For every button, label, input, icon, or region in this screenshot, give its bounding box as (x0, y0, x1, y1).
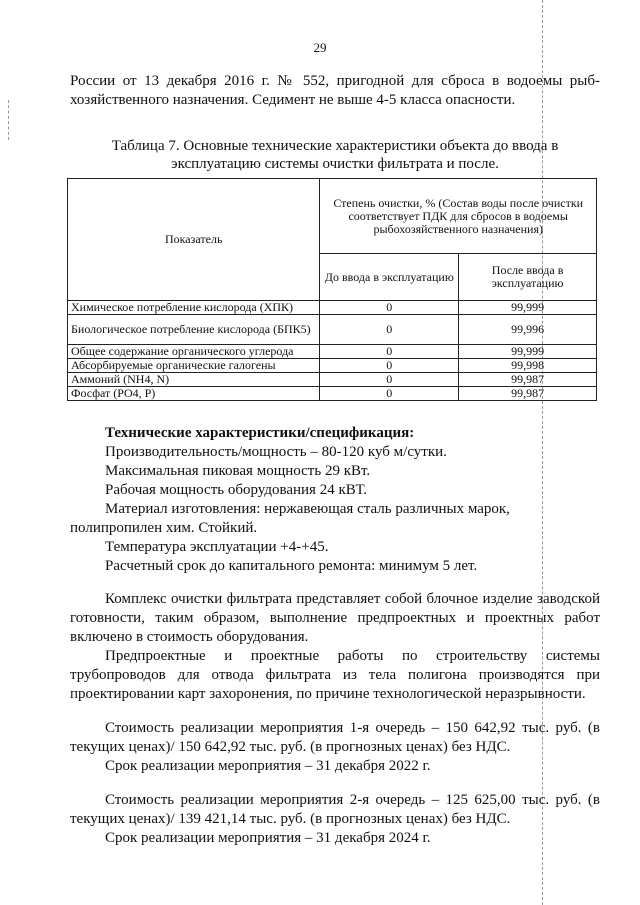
row-after: 99,999 (459, 345, 597, 359)
row-after: 99,996 (459, 315, 597, 345)
spec-overhaul: Расчетный срок до капитального ремонта: минимум 5 лет. (105, 558, 478, 574)
header-indicator: Показатель (68, 179, 320, 301)
table-row (68, 315, 597, 345)
page-number: 29 (313, 40, 327, 55)
header-after: После ввода в эксплуатацию (459, 254, 597, 301)
table-row (68, 387, 597, 401)
complex-p2-line-1: Предпроектные и проектные работы по строительству системы (105, 648, 600, 664)
intro-line-2: хозяйственного назначения. Седимент не выше 4-5 класса опасности. (70, 92, 516, 108)
scan-edge-line (8, 100, 9, 140)
table-caption-line-1: Таблица 7. Основные технические характеристики объекта до ввода в (111, 138, 559, 154)
row-after: 99,999 (459, 301, 597, 315)
stage1-deadline: Срок реализации мероприятия – 31 декабря 2022 г. (105, 758, 431, 774)
header-purification-degree: Степень очистки, % (Состав воды после очистки соответствует ПДК для сбросов в водоемы рыбохозяйственного назначения) (320, 179, 597, 254)
stage1-cost-line-2: текущих ценах)/ 150 642,92 тыс. руб. (в прогнозных ценах) без НДС. (70, 739, 511, 755)
row-before: 0 (320, 345, 459, 359)
intro-line-1: России от 13 декабря 2016 г. № 552, пригодной для сброса в водоемы рыб- (70, 73, 600, 89)
row-after: 99,987 (459, 387, 597, 401)
specs-heading: Технические характеристики/спецификация: (105, 425, 415, 441)
characteristics-table (67, 178, 597, 401)
row-name: Общее содержание органического углерода (68, 345, 320, 359)
row-name: Химическое потребление кислорода (ХПК) (68, 301, 320, 315)
table-row (68, 301, 597, 315)
spec-material-line-1: Материал изготовления: нержавеющая сталь различных марок, (105, 501, 510, 517)
table-caption (70, 137, 600, 173)
spec-working-power: Рабочая мощность оборудования 24 кВТ. (105, 482, 367, 498)
table-row (68, 373, 597, 387)
row-before: 0 (320, 373, 459, 387)
stage1-cost-line-1: Стоимость реализации мероприятия 1-я очередь – 150 642,92 тыс. руб. (в (105, 720, 600, 736)
table-row (68, 345, 597, 359)
spec-temperature: Температура эксплуатации +4-+45. (105, 539, 329, 555)
complex-p1-line-3: включено в стоимость оборудования. (70, 629, 309, 645)
stage2-deadline: Срок реализации мероприятия – 31 декабря 2024 г. (105, 830, 431, 846)
complex-p1-line-2: готовности, таким образом, выполнение предпроектных и проектных работ (70, 610, 600, 626)
table-caption-line-2: эксплуатацию системы очистки фильтрата и после. (171, 156, 499, 172)
complex-p1-line-1: Комплекс очистки фильтрата представляет собой блочное изделие заводской (105, 591, 600, 607)
row-before: 0 (320, 301, 459, 315)
row-name: Абсорбируемые органические галогены (68, 359, 320, 373)
row-after: 99,987 (459, 373, 597, 387)
row-before: 0 (320, 387, 459, 401)
stage2-cost-line-2: текущих ценах)/ 139 421,14 тыс. руб. (в прогнозных ценах) без НДС. (70, 811, 511, 827)
row-before: 0 (320, 359, 459, 373)
spec-productivity: Производительность/мощность – 80-120 куб м/сутки. (105, 444, 447, 460)
header-before: До ввода в эксплуатацию (320, 254, 459, 301)
complex-p2-line-3: проектировании карт захоронения, по причине технологической неразрывности. (70, 686, 586, 702)
spec-material-line-2: полипропилен хим. Стойкий. (70, 520, 258, 536)
table-row (68, 359, 597, 373)
row-name: Биологическое потребление кислорода (БПК5) (68, 315, 320, 345)
row-before: 0 (320, 315, 459, 345)
row-name: Фосфат (PO4, P) (68, 387, 320, 401)
spec-peak-power: Максимальная пиковая мощность 29 кВт. (105, 463, 371, 479)
row-after: 99,998 (459, 359, 597, 373)
complex-p2-line-2: трубопроводов для отвода фильтрата из тела полигона производятся при (70, 667, 600, 683)
stage2-cost-line-1: Стоимость реализации мероприятия 2-я очередь – 125 625,00 тыс. руб. (в (105, 792, 600, 808)
row-name: Аммоний (NH4, N) (68, 373, 320, 387)
